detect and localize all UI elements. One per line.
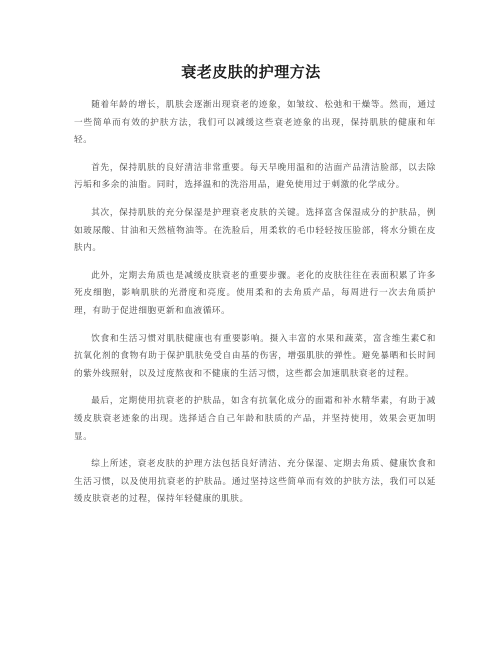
paragraph-cleansing: 首先，保持肌肤的良好清洁非常重要。每天早晚用温和的洁面产品清洁脸部，以去除污垢和多余的油脂。同时，选择温和的洗浴用品，避免使用过于刺激的化学成分。 xyxy=(74,162,436,191)
paragraph-anti-aging-products: 最后，定期使用抗衰老的护肤品，如含有抗氧化成分的面霜和补水精华素，有助于减缓皮肤衰老迹象的出现。选择适合自己年龄和肤质的产品，并坚持使用，效果会更加明显。 xyxy=(74,396,436,442)
document-body xyxy=(74,97,436,519)
paragraph-diet-lifestyle: 饮食和生活习惯对肌肤健康也有重要影响。摄入丰富的水果和蔬菜，富含维生素C和抗氧化剂的食物有助于保护肌肤免受自由基的伤害，增强肌肤的弹性。避免暴晒和长时间的紫外线照射，以及过度熬夜和不健康的生活习惯，这些都会加速肌肤衰老的过程。 xyxy=(74,333,436,379)
paragraph-intro: 随着年龄的增长，肌肤会逐渐出现衰老的迹象，如皱纹、松弛和干燥等。然而，通过一些简单而有效的护肤方法，我们可以减缓这些衰老迹象的出现，保持肌肤的健康和年轻。 xyxy=(74,100,436,146)
paragraph-exfoliating: 此外，定期去角质也是减缓皮肤衰老的重要步骤。老化的皮肤往往在表面积累了许多死皮细胞，影响肌肤的光滑度和亮度。使用柔和的去角质产品，每周进行一次去角质护理，有助于促进细胞更新和血液循环。 xyxy=(74,270,436,316)
document-title: 衰老皮肤的护理方法 xyxy=(181,63,321,81)
paragraph-moisturizing: 其次，保持肌肤的充分保湿是护理衰老皮肤的关键。选择富含保湿成分的护肤品，例如玻尿酸、甘油和天然植物油等。在洗脸后，用柔软的毛巾轻轻按压脸部，将水分锁在皮肤内。 xyxy=(74,207,436,254)
paragraph-summary: 综上所述，衰老皮肤的护理方法包括良好清洁、充分保湿、定期去角质、健康饮食和生活习惯，以及使用抗衰老的护肤品。通过坚持这些简单而有效的护肤方法，我们可以延缓皮肤衰老的过程，保持年轻健康的肌肤。 xyxy=(74,459,436,505)
